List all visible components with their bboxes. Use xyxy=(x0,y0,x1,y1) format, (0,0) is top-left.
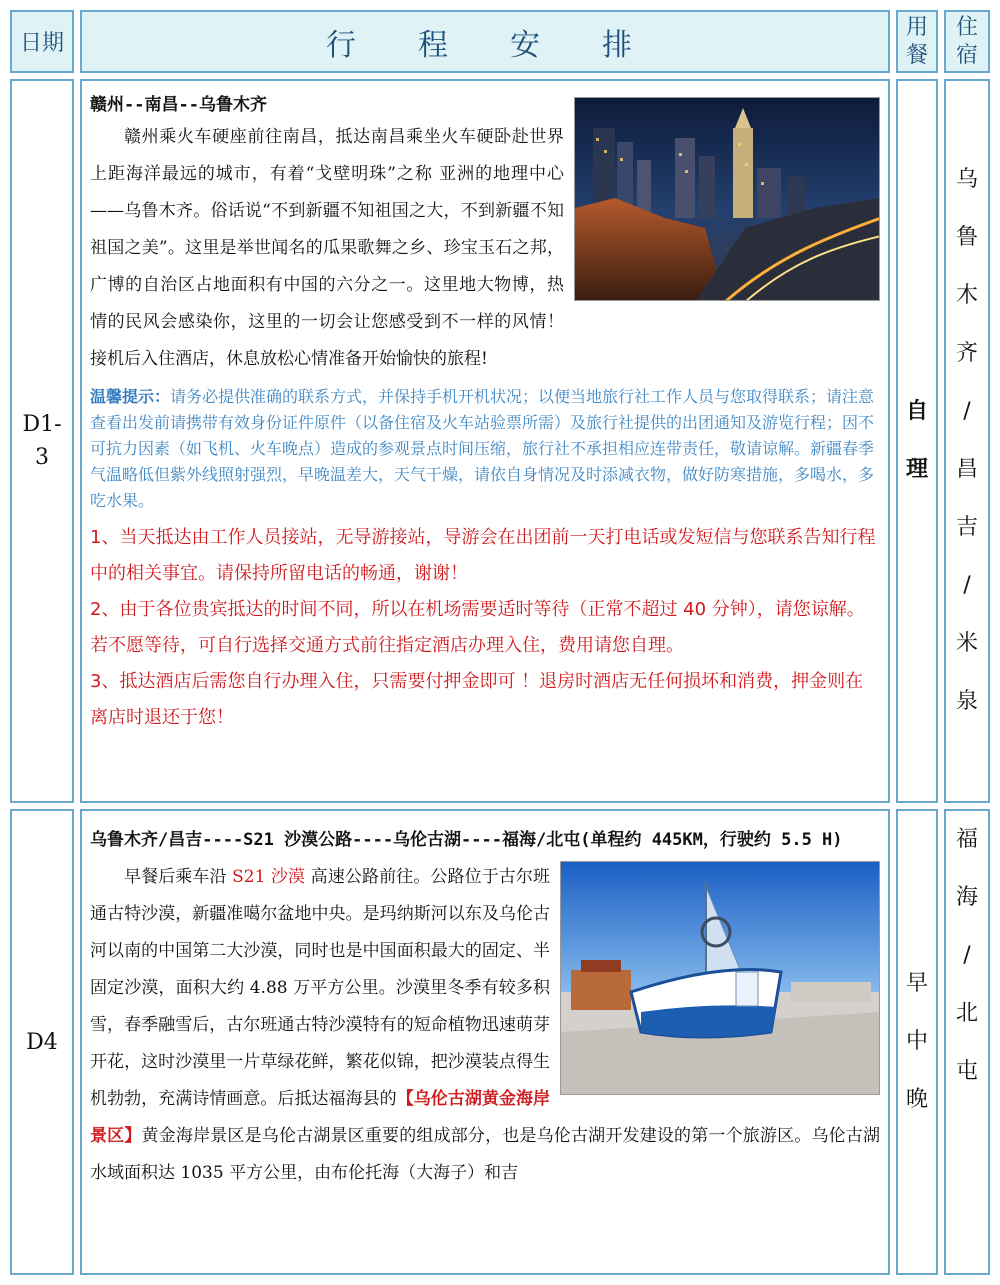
urumqi-night-photo xyxy=(574,97,880,301)
header-meal-char-2: 餐 xyxy=(905,42,928,68)
day-label-line-1: D1- xyxy=(22,412,62,437)
scenic-name: 【乌伦古湖黄金海岸景区】 xyxy=(90,1089,551,1146)
scenic-desc: 黄金海岸景区是乌伦古湖景区重要的组成部分，也是乌伦古湖开发建设的第一个旅游区。乌伦古湖水域面积达 1035 平方公里，由布伦托海（大海子）和吉 xyxy=(90,1126,881,1183)
itinerary-day4 xyxy=(80,809,890,1275)
day-label-d4 xyxy=(10,809,74,1275)
stay-d4 xyxy=(944,809,990,1275)
meal-char: 中 xyxy=(905,1029,928,1054)
golden-beach-photo-svg xyxy=(561,862,880,1095)
intro-post: 高速公路前往。公路位于古尔班通古特沙漠，新疆准噶尔盆地中央。是玛纳斯河以东及乌伦古河以南的中国第二大沙漠，同时也是中国面积最大的固定、半固定沙漠，面积大约 4.88 万平方公里。沙漠里冬季有较多积雪，春季融雪后，古尔班通古特沙漠特有的短命植物迅速萌芽开花，这时沙漠里一片草绿花鲜，繁花似锦，把沙漠装点得生机勃勃，充满诗情画意。后抵达福海县的 xyxy=(90,867,551,1109)
header-meal xyxy=(896,10,938,73)
warm-tips-label: 温馨提示： xyxy=(90,387,171,406)
stay-char: / xyxy=(963,943,971,968)
stay-char: 米 xyxy=(955,631,978,656)
day-intro: 赣州乘火车硬座前往南昌，抵达南昌乘坐火车硬卧赴世界上距海洋最远的城市，有着“戈壁明珠”之称 亚洲的地理中心——乌鲁木齐。俗话说“不到新疆不知祖国之大，不到新疆不知祖国之美”。这里是举世闻名的瓜果歌舞之乡、珍宝玉石之邦，广博的自治区占地面积有中国的六分之一。这里地大物博，热情的民风会感染你，这里的一切会让您感受到不一样的风情！接机后入住酒店，休息放松心情准备开始愉快的旅程! xyxy=(90,127,564,369)
stay-char: 鲁 xyxy=(955,225,978,250)
header-meal-char-1: 用 xyxy=(905,14,928,40)
header-stay xyxy=(944,10,990,73)
header-title: 行程安排 xyxy=(80,10,890,73)
notice-1: 1、当天抵达由工作人员接站，无导游接站，导游会在出团前一天打电话或发短信与您联系告知行程中的相关事宜。请保持所留电话的畅通，谢谢！ xyxy=(90,527,876,584)
header-stay-char-1: 住 xyxy=(955,14,978,40)
stay-char: / xyxy=(963,573,971,598)
meal-char: 自 xyxy=(905,399,928,424)
stay-d1-3 xyxy=(944,79,990,803)
meal-d4 xyxy=(896,809,938,1275)
meal-char: 晚 xyxy=(905,1087,928,1112)
stay-char: 北 xyxy=(955,1001,978,1026)
warm-tips xyxy=(90,384,880,514)
header-stay-char-2: 宿 xyxy=(955,42,978,68)
header-date: 日期 xyxy=(10,10,74,73)
route-title: 赣州--南昌--乌鲁木齐 xyxy=(90,95,267,115)
meal-char: 理 xyxy=(905,457,928,482)
stay-char: / xyxy=(963,399,971,424)
stay-char: 泉 xyxy=(955,689,978,714)
stay-char: 吉 xyxy=(955,515,978,540)
stay-char: 屯 xyxy=(955,1059,978,1084)
meal-d1-3 xyxy=(896,79,938,803)
meal-char: 早 xyxy=(905,971,928,996)
intro-highlight: S21 沙漠 xyxy=(232,867,306,887)
stay-char: 木 xyxy=(955,283,978,308)
urumqi-night-photo-svg xyxy=(575,98,880,301)
stay-char: 海 xyxy=(955,885,978,910)
itinerary-day1-3 xyxy=(80,79,890,803)
notice-3: 3、抵达酒店后需您自行办理入住，只需要付押金即可 ！退房时酒店无任何损坏和消费，押金则在离店时退还于您！ xyxy=(90,671,864,728)
stay-char: 昌 xyxy=(955,457,978,482)
notice-2: 2、由于各位贵宾抵达的时间不同，所以在机场需要适时等待（正常不超过 40 分钟），请您谅解。若不愿等待，可自行选择交通方式前往指定酒店办理入住，费用请您自理。 xyxy=(90,599,865,656)
stay-char: 福 xyxy=(955,827,978,852)
warm-tips-text: 请务必提供准确的联系方式，并保持手机开机状况；以便当地旅行社工作人员与您取得联系；请注意查看出发前请携带有效身份证件原件（以备住宿及火车站验票所需）及旅行社提供的出团通知及游览行程；因不可抗力因素（如飞机、火车晚点）造成的参观景点时间压缩，旅行社不承担相应连带责任，敬请谅解。新疆春季气温略低但紫外线照射强烈，早晚温差大，天气干燥，请依自身情况及时添减衣物，做好防寒措施，多喝水，多吃水果。 xyxy=(90,387,875,510)
golden-beach-photo xyxy=(560,861,880,1095)
stay-char: 乌 xyxy=(955,167,978,192)
stay-char: 齐 xyxy=(955,341,978,366)
day-label-line-1: D4 xyxy=(26,1029,58,1055)
intro-pre: 早餐后乘车沿 xyxy=(124,867,233,887)
route-title: 乌鲁木齐/昌吉----S21 沙漠公路----乌伦古湖----福海/北屯(单程约 445KM，行驶约 5.5 H) xyxy=(90,830,843,850)
day-label-line-2: 3 xyxy=(35,445,49,470)
day-label-d1-3 xyxy=(10,79,74,803)
